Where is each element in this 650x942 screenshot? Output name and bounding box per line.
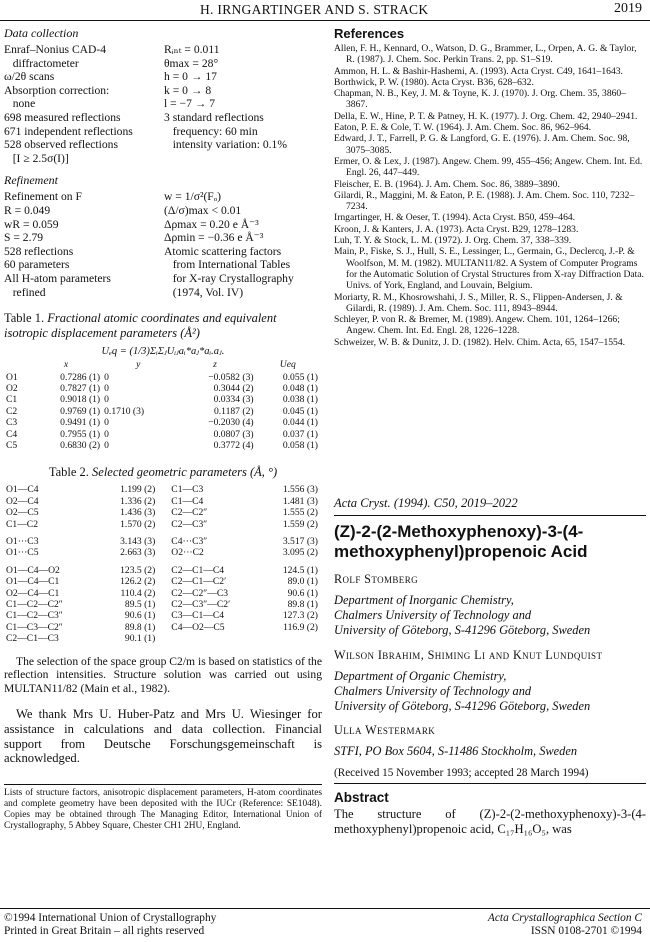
- table-row: [4, 507, 320, 518]
- references-heading: References: [334, 26, 405, 41]
- refinement-row: [4, 190, 322, 204]
- table2-cell: O2···C2: [171, 547, 204, 559]
- table-row: [4, 406, 320, 417]
- table2-cell: C2—C2″—C3: [171, 587, 229, 599]
- table2-cell: 90.6 (1): [124, 610, 156, 622]
- author-3: Ulla Westermark: [334, 723, 436, 738]
- table-row: [4, 610, 320, 621]
- table2-cell: C3—C1—C4: [171, 610, 225, 622]
- table-row: [4, 484, 320, 495]
- data-collection-cell: θmax = 28°: [164, 56, 219, 70]
- refinement-row: [4, 245, 322, 259]
- table1-cell: 0.6830 (2): [60, 439, 101, 451]
- table1-number: Table 1.: [4, 311, 45, 326]
- reference-item: Kroon, J. & Kanters, J. A. (1973). Acta Cryst. B29, 1278–1283.: [334, 223, 579, 235]
- data-collection-row: [4, 70, 322, 84]
- data-collection-cell: ω/2θ scans: [4, 70, 55, 84]
- table2-cell: 3.517 (3): [282, 535, 318, 547]
- acknowledgement-paragraph: We thank Mrs U. Huber-Patz and Mrs U. Wiesinger for assistance in calculations and data collection. Financial support from Deutsche Forschungsgemeinschaft is acknowledged.: [4, 707, 322, 766]
- table2-cell: 123.5 (2): [120, 564, 156, 576]
- footnote-rule: [4, 784, 322, 785]
- data-collection-cell: Absorption correction:: [4, 83, 110, 97]
- table1-header-cell: x: [63, 359, 69, 371]
- reference-item: Main, P., Fiske, S. J., Hull, S. E., Lessinger, L., Germain, G., Declercq, J.-P. & Woolfson, M. M. (1982). MULTAN11/82. A System of Computer Programs for the Automatic Solution of Crystal Structures from X-ray Diffraction Data. Univs. of York, England, and Louvain, Belgium.: [334, 246, 644, 292]
- page-number: 2019: [614, 1, 642, 16]
- table-row: [4, 417, 320, 428]
- affiliation-3-line: STFI, PO Box 5604, S-11486 Stockholm, Sweden: [334, 744, 578, 759]
- table1-cell: C2: [6, 405, 18, 417]
- refinement-row: [4, 204, 322, 218]
- table1-cell: 0: [104, 417, 109, 429]
- footer-right: [488, 912, 642, 938]
- table2-cell: O1···C3: [6, 535, 39, 547]
- table2-cell: C1—C4: [171, 495, 204, 507]
- table2-title: Selected geometric parameters (Å, °): [92, 465, 278, 480]
- refinement-cell: Atomic scattering factors: [164, 244, 282, 258]
- data-collection-cell: [164, 152, 322, 166]
- running-title: H. IRNGARTINGER AND S. STRACK: [200, 2, 429, 17]
- data-collection-row: [4, 97, 322, 111]
- reference-item: Schleyer, P. von R. & Bremer, M. (1989). Angew. Chem. 101, 1264–1266; Angew. Chem. Int. Ed. Engl. 28, 1226–1228.: [334, 314, 620, 337]
- table2-cell: O2—C5: [6, 507, 39, 519]
- table1-cell: 0.048 (1): [282, 382, 318, 394]
- affiliation-1-line: Chalmers University of Technology and: [334, 608, 532, 623]
- table-row: [4, 565, 320, 576]
- table2-number: Table 2.: [48, 465, 89, 480]
- table2-cell: C1—C3—C2″: [6, 621, 63, 633]
- right-column: [334, 26, 646, 837]
- abstract-text: The structure of (Z)-2-(2-methoxyphenoxy)-3-(4-methoxyphenyl)propenoic acid, C₁₇H₁₆O₅, was: [334, 807, 646, 837]
- refinement-cell: R = 0.049: [4, 203, 51, 217]
- table1-cell: 0.0334 (3): [213, 394, 254, 406]
- table1: [4, 359, 320, 451]
- table1-cell: 0.3772 (4): [213, 439, 254, 451]
- table2-cell: C2—C3″: [171, 518, 208, 530]
- table-row: [4, 547, 320, 558]
- refinement-cell: (Δ/σ)max < 0.01: [164, 203, 242, 217]
- data-collection-cell: diffractometer: [4, 56, 79, 70]
- left-column: [4, 26, 322, 833]
- reference-item: Ammon, H. L. & Bashir-Hashemi, A. (1993). Acta Cryst. C49, 1641–1643.: [334, 65, 623, 77]
- title-rule: [334, 515, 646, 516]
- table-row: [4, 576, 320, 587]
- table2-cell: C1—C2: [6, 518, 38, 530]
- reference-item: Gilardi, R., Maggini, M. & Eaton, P. E. (1988). J. Am. Chem. Soc. 110, 7232–7234.: [334, 189, 635, 213]
- table-row: [4, 496, 320, 507]
- abstract-heading: Abstract: [334, 790, 389, 806]
- deposition-footnote: Lists of structure factors, anisotropic displacement parameters, H-atom coordinates and complete geometry have been deposited with the IUCr (Reference: SE1048). Copies may be obtained through The Managing Editor, International Union of Crystallography, 5 Abbey Square, Chester CH1 2HU, England.: [4, 787, 322, 832]
- reference-item: Edward, J. T., Farrell, P. G. & Langford, G. E. (1976). J. Am. Chem. Soc. 98, 3075–3085.: [334, 133, 630, 156]
- reference-item: Della, E. W., Hine, P. T. & Patney, H. K. (1977). J. Org. Chem. 42, 2940–2941.: [334, 110, 638, 122]
- table2-cell: O1—C4: [6, 484, 39, 496]
- table2: [4, 484, 320, 644]
- journal-section: Acta Crystallographica Section C: [487, 912, 642, 924]
- table2-cell: 90.1 (1): [124, 633, 156, 645]
- data-collection-row: [4, 138, 322, 152]
- refinement-row: [4, 272, 322, 286]
- table1-cell: 0.7286 (1): [60, 371, 101, 383]
- table1-cell: 0.9491 (1): [60, 417, 101, 429]
- reference-item: Irngartinger, H. & Oeser, T. (1994). Acta Cryst. B50, 459–464.: [334, 212, 576, 224]
- data-collection-cell: 3 standard reflections: [164, 110, 264, 124]
- table2-cell: 126.2 (2): [120, 576, 156, 588]
- table1-cell: C4: [6, 428, 18, 440]
- table1-cell: 0.9769 (1): [60, 405, 101, 417]
- table2-cell: O2—C4—C1: [6, 587, 60, 599]
- table2-cell: 1.436 (3): [120, 507, 156, 519]
- data-collection-row: [4, 43, 322, 57]
- table-row: [4, 599, 320, 610]
- article-start: [334, 496, 646, 837]
- table2-cell: 1.559 (2): [282, 518, 318, 530]
- refinement-heading: Refinement: [4, 173, 58, 188]
- table2-cell: 2.663 (3): [120, 547, 156, 559]
- reference-item: Schweizer, W. B. & Dunitz, J. D. (1982). Helv. Chim. Acta, 65, 1547–1554.: [334, 336, 626, 348]
- data-collection-cell: h = 0 → 17: [164, 70, 217, 84]
- refinement-cell: S = 2.79: [4, 231, 44, 245]
- table-row: [4, 588, 320, 599]
- table1-cell: O2: [6, 382, 18, 394]
- table2-cell: [262, 633, 320, 644]
- table2-cell: 90.6 (1): [287, 587, 318, 599]
- data-collection-cell: 528 observed reflections: [4, 138, 118, 152]
- refinement-cell: from International Tables: [164, 258, 291, 272]
- affiliation-2-line: Chalmers University of Technology and: [334, 683, 532, 698]
- table2-cell: 89.8 (1): [287, 599, 318, 610]
- table2-cell: [169, 633, 262, 644]
- refinement-cell: Refinement on F: [4, 190, 82, 204]
- table1-header-row: [4, 359, 320, 371]
- abstract-rule: [334, 783, 646, 784]
- table2-cell: O1—C4—O2: [6, 564, 60, 576]
- data-collection-cell: 671 independent reflections: [4, 124, 133, 138]
- refinement-cell: wR = 0.059: [4, 217, 59, 231]
- table1-cell: 0.3044 (2): [213, 382, 254, 394]
- data-collection-row: [4, 57, 322, 71]
- table-row: [4, 633, 320, 644]
- table1-cell: 0: [104, 382, 109, 394]
- table2-cell: 124.5 (1): [282, 564, 318, 576]
- table1-cell: −0.0582 (3): [208, 371, 254, 383]
- refinement-list: [4, 190, 322, 299]
- copyright-line: ©1994 International Union of Crystallography: [4, 912, 217, 924]
- table1-cell: 0.055 (1): [282, 371, 318, 383]
- table2-cell: C2—C1—C2′: [171, 576, 227, 588]
- table2-cell: C1—C2—C2″: [6, 599, 63, 610]
- footer-left: [4, 912, 216, 938]
- refinement-row: [4, 231, 322, 245]
- table2-cell: O1—C4—C1: [6, 576, 60, 588]
- table1-cell: 0.9018 (1): [60, 394, 101, 406]
- refinement-row: [4, 286, 322, 300]
- table2-caption: [4, 465, 322, 480]
- data-collection-cell: k = 0 → 8: [164, 83, 212, 97]
- table-row: [4, 519, 320, 530]
- page-footer: [0, 908, 650, 937]
- reference-item: Borthwick, P. W. (1980). Acta Cryst. B36, 628–632.: [334, 76, 534, 88]
- table1-header-cell: y: [136, 359, 141, 371]
- reference-item: Allen, F. H., Kennard, O., Watson, D. G., Brammer, L., Orpen, A. G. & Taylor, R. (1987). J. Chem. Soc. Perkin Trans. 2, pp. S1–S19.: [334, 43, 637, 66]
- table1-cell: 0: [104, 439, 109, 451]
- running-header: [0, 0, 650, 22]
- table2-cell: C4—O2—C5: [171, 621, 225, 633]
- table-row: [4, 622, 320, 633]
- affiliation-2-line: University of Göteborg, S-41296 Göteborg, Sweden: [334, 699, 591, 714]
- data-collection-cell: l = −7 → 7: [164, 97, 216, 111]
- reference-item: Moriarty, R. M., Khosrowshahi, J. S., Miller, R. S., Flippen-Andersen, J. & Gilardi, R. (1989). J. Am. Chem. Soc. 111, 8943–8944.: [334, 291, 623, 314]
- table2-cell: 1.481 (3): [282, 495, 318, 507]
- table1-cell: 0: [104, 371, 109, 383]
- table-row: [4, 429, 320, 440]
- table1-cell: 0: [104, 394, 109, 406]
- data-collection-cell: intensity variation: 0.1%: [164, 138, 288, 152]
- table2-cell: 110.4 (2): [120, 587, 156, 599]
- reference-item: Luh, T. Y. & Stock, L. M. (1972). J. Org. Chem. 37, 338–339.: [334, 235, 572, 247]
- references-list: [334, 43, 646, 348]
- data-collection-heading: Data collection: [4, 26, 79, 40]
- affiliation-2-line: Department of Organic Chemistry,: [334, 668, 507, 683]
- table1-cell: C3: [6, 417, 18, 429]
- data-collection-row: [4, 84, 322, 98]
- table1-cell: 0.044 (1): [282, 417, 318, 429]
- table2-cell: C1—C3: [171, 484, 204, 496]
- table2-cell: 1.556 (3): [282, 484, 318, 496]
- table1-cell: 0.045 (1): [282, 405, 318, 417]
- table2-cell: C2—C1—C3: [6, 633, 59, 645]
- data-collection-row: [4, 125, 322, 139]
- table1-caption: [4, 311, 322, 341]
- header-rule: [0, 20, 650, 21]
- refinement-cell: for X-ray Crystallography: [164, 271, 294, 285]
- table1-cell: 0.7955 (1): [60, 428, 101, 440]
- table2-cell: 89.5 (1): [124, 599, 156, 610]
- table2-cell: C2—C1—C4: [171, 564, 225, 576]
- table-row: [4, 394, 320, 405]
- table2-cell: 1.570 (2): [120, 518, 156, 530]
- table1-cell: O1: [6, 371, 18, 383]
- table2-cell: 3.143 (3): [120, 535, 156, 547]
- table-row: [4, 383, 320, 394]
- data-collection-list: [4, 43, 322, 165]
- table1-cell: 0.037 (1): [282, 428, 318, 440]
- reference-item: Eaton, P. E. & Cole, T. W. (1964). J. Am. Chem. Soc. 86, 962–964.: [334, 122, 592, 134]
- table2-cell: C2—C3″—C2′: [171, 599, 231, 610]
- data-collection-cell: frequency: 60 min: [164, 124, 258, 138]
- journal-reference: Acta Cryst. (1994). C50, 2019–2022: [334, 496, 518, 510]
- table1-cell: 0: [104, 428, 109, 440]
- data-collection-row: [4, 152, 322, 166]
- table-row: [4, 536, 320, 547]
- space-group-paragraph: The selection of the space group C2/m is based on statistics of the reflection intensities. Structure solution was carried out using MULTAN11/82 (Main et al., 1982).: [4, 654, 322, 695]
- affiliation-1-line: Department of Inorganic Chemistry,: [334, 593, 514, 607]
- data-collection-cell: Rᵢₙₜ = 0.011: [164, 43, 220, 56]
- table1-cell: 0.0807 (3): [213, 428, 254, 440]
- table-row: [4, 372, 320, 383]
- table2-cell: 116.9 (2): [283, 621, 318, 633]
- refinement-cell: Δρmin = −0.36 e Å⁻³: [164, 231, 264, 245]
- reference-item: Ermer, O. & Lex, J. (1987). Angew. Chem. 99, 455–456; Angew. Chem. Int. Ed. Engl. 26, 447–449.: [334, 155, 643, 179]
- table1-formula: Uₑq = (1/3)ΣᵢΣⱼUᵢⱼaᵢ*aⱼ*aᵢ.aⱼ.: [101, 346, 225, 358]
- printed-line: Printed in Great Britain – all rights reserved: [4, 925, 205, 937]
- refinement-cell: w = 1/σ²(Fₒ): [164, 190, 221, 204]
- data-collection-cell: [I ≥ 2.5σ(I)]: [4, 151, 69, 165]
- table1-cell: C5: [6, 439, 18, 451]
- table2-cell: O1···C5: [6, 547, 39, 559]
- table2-cell: 127.3 (2): [282, 610, 318, 622]
- affiliation-1-line: University of Göteborg, S-41296 Göteborg, Sweden: [334, 623, 591, 638]
- footer-rule: [0, 908, 650, 909]
- author-1: Rolf Stomberg: [334, 572, 418, 586]
- table2-cell: 3.095 (2): [282, 547, 318, 559]
- refinement-row: [4, 258, 322, 272]
- refinement-row: [4, 218, 322, 232]
- table2-cell: O2—C4: [6, 495, 39, 507]
- data-collection-cell: none: [4, 97, 36, 111]
- author-2: Wilson Ibrahim, Shiming Li and Knut Lundquist: [334, 647, 603, 662]
- issn-line: ISSN 0108-2701 ©1994: [530, 925, 642, 937]
- received-dates: (Received 15 November 1993; accepted 28 March 1994): [334, 767, 589, 780]
- table2-cell: C1—C2—C3″: [6, 610, 63, 622]
- table2-cell: 1.336 (2): [120, 495, 156, 507]
- affiliation-1: [334, 593, 646, 639]
- table1-cell: 0.1187 (2): [213, 405, 254, 417]
- table1-header-cell: Ueq: [279, 359, 296, 371]
- refinement-cell: refined: [4, 285, 46, 299]
- article-title: (Z)-2-(2-Methoxyphenoxy)-3-(4-methoxyphenyl)propenoic Acid: [334, 522, 588, 561]
- table2-cell: 89.8 (1): [124, 621, 156, 633]
- table2-cell: C4···C3″: [171, 535, 208, 547]
- table1-cell: 0.7827 (1): [60, 382, 101, 394]
- refinement-cell: 528 reflections: [4, 244, 74, 258]
- refinement-cell: (1974, Vol. IV): [164, 285, 244, 299]
- table1-cell: 0.1710 (3): [104, 405, 145, 417]
- data-collection-cell: Enraf–Nonius CAD-4: [4, 43, 107, 56]
- reference-item: Chapman, N. B., Key, J. M. & Toyne, K. J. (1970). J. Org. Chem. 35, 3860–3867.: [334, 88, 627, 111]
- affiliation-2: [334, 669, 646, 715]
- table1-cell: 0.058 (1): [282, 439, 318, 451]
- table1-cell: C1: [6, 394, 18, 406]
- table2-cell: 89.0 (1): [287, 576, 318, 588]
- table1-header-cell: [4, 359, 30, 371]
- refinement-cell: Δρmax = 0.20 e Å⁻³: [164, 217, 259, 231]
- refinement-cell: All H-atom parameters: [4, 271, 111, 285]
- affiliation-3: [334, 744, 646, 759]
- data-collection-row: [4, 111, 322, 125]
- data-collection-cell: 698 measured reflections: [4, 110, 121, 124]
- table-row: [4, 440, 320, 451]
- table1-cell: −0.2030 (4): [208, 417, 254, 429]
- reference-item: Fleischer, E. B. (1964). J. Am. Chem. Soc. 86, 3889–3890.: [334, 178, 560, 190]
- table1-title: Fractional atomic coordinates and equivalent isotropic displacement parameters (Å²): [4, 311, 277, 341]
- table2-cell: 1.199 (2): [120, 484, 156, 496]
- table1-cell: 0.038 (1): [282, 394, 318, 406]
- table2-cell: 1.555 (2): [282, 507, 318, 519]
- table1-header-cell: z: [213, 359, 217, 371]
- refinement-cell: 60 parameters: [4, 258, 70, 272]
- table2-cell: C2—C2″: [171, 507, 208, 519]
